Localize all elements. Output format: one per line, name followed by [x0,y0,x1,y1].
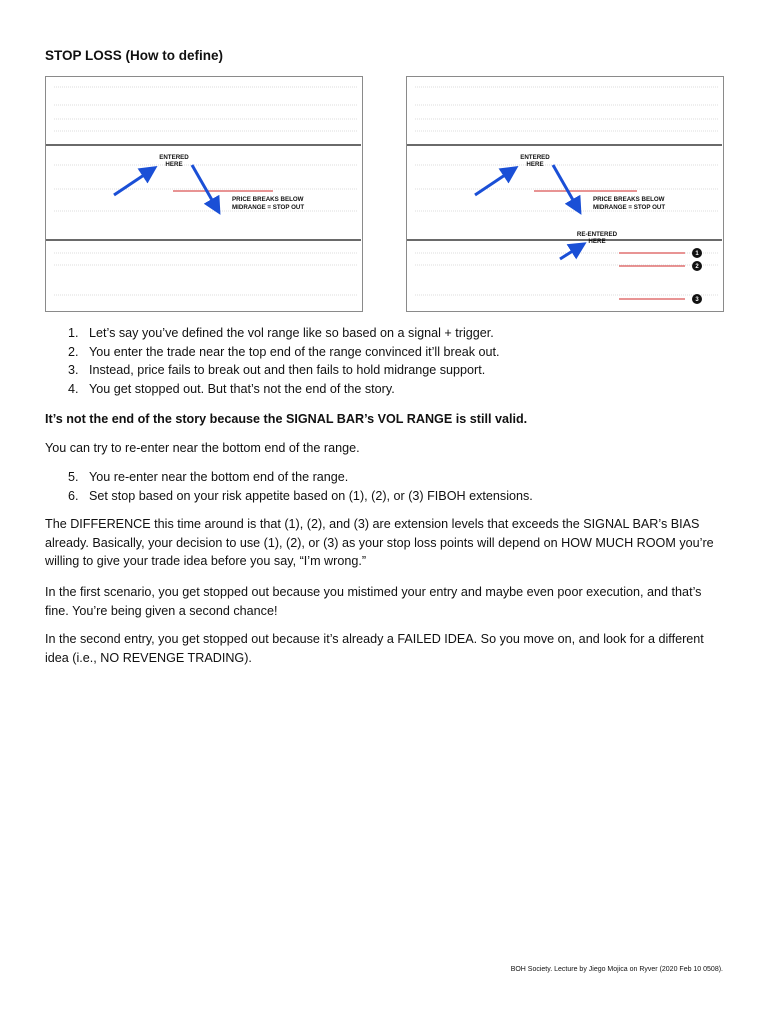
marker-1-label: 1 [695,251,699,258]
list-item-text: You re-enter near the bottom end of the range. [89,470,349,484]
reenter-paragraph: You can try to re-enter near the bottom end of the range. [45,441,360,455]
list-item-number: 4. [68,381,79,396]
vol-range-diagram [46,77,361,310]
marker-2-label: 2 [695,264,699,271]
difference-paragraph: The DIFFERENCE this time around is that (1), (2), and (3) are extension levels that exceeds the SIGNAL BAR’s BIAS already. Basically, your decision to use (1), (2), or (3) as your stop loss points will depend on HOW MUCH ROOM you’re willing to give your trade idea before you say, “I’m wrong.” [45,517,714,568]
marker-3-label: 3 [695,297,699,304]
entry-arrow [114,171,150,195]
list-item [45,487,725,506]
steps-list-1 [45,324,725,398]
signal-bar-paragraph: It’s not the end of the story because the SIGNAL BAR’s VOL RANGE is still valid. [45,412,528,426]
list-item [45,361,725,380]
list-item-number: 5. [68,470,79,484]
entered-label-line1: ENTERED [520,154,550,161]
list-item-number: 1. [68,326,79,340]
entered-label-line1: ENTERED [159,154,189,161]
reentry-arrow [560,247,579,259]
list-item [45,324,725,343]
second-entry-paragraph: In the second entry, you get stopped out because it’s already a FAILED IDEA. So you move on, and look for a different idea (i.e., NO REVENGE TRADING). [45,632,704,665]
breaks-label-line2: MIDRANGE = STOP OUT [232,204,305,211]
list-item-text: Instead, price fails to break out and then fails to hold midrange support. [89,363,486,377]
page-heading: STOP LOSS (How to define) [45,48,224,63]
list-item-number: 6. [68,488,79,503]
vol-range-figure-entry [45,76,363,312]
list-item-text: You get stopped out. But that’s not the end of the story. [89,381,395,396]
first-scenario-paragraph: In the first scenario, you get stopped out because you mistimed your entry and maybe even poor execution, and that’s fine. You’re being given a second chance! [45,585,702,618]
list-item-text: Let’s say you’ve defined the vol range like so based on a signal + trigger. [89,326,494,340]
list-item [45,380,725,399]
list-item-number: 3. [68,363,79,377]
entered-label-line2: HERE [526,161,544,168]
vol-range-figure-reentry [406,76,724,312]
reentered-label-line2: HERE [588,238,606,245]
steps-list-2 [45,468,725,505]
entry-arrow [475,171,511,195]
list-item [45,343,725,362]
list-item-number: 2. [68,344,79,359]
stop-out-arrow [553,165,577,207]
breaks-label-line1: PRICE BREAKS BELOW [593,196,665,203]
stop-out-arrow [192,165,216,207]
list-item-text: You enter the trade near the top end of the range convinced it’ll break out. [89,344,500,359]
footer-credit: BOH Society. Lecture by Jiego Mojica on Ryver (2020 Feb 10 0508). [510,966,723,973]
list-item-text: Set stop based on your risk appetite based on (1), (2), or (3) FIBOH extensions. [89,488,533,503]
breaks-label-line1: PRICE BREAKS BELOW [232,196,304,203]
list-item [45,468,725,487]
breaks-label-line2: MIDRANGE = STOP OUT [593,204,666,211]
vol-range-diagram [407,77,722,310]
reentered-label-line1: RE-ENTERED [576,231,618,238]
entered-label-line2: HERE [165,161,183,168]
